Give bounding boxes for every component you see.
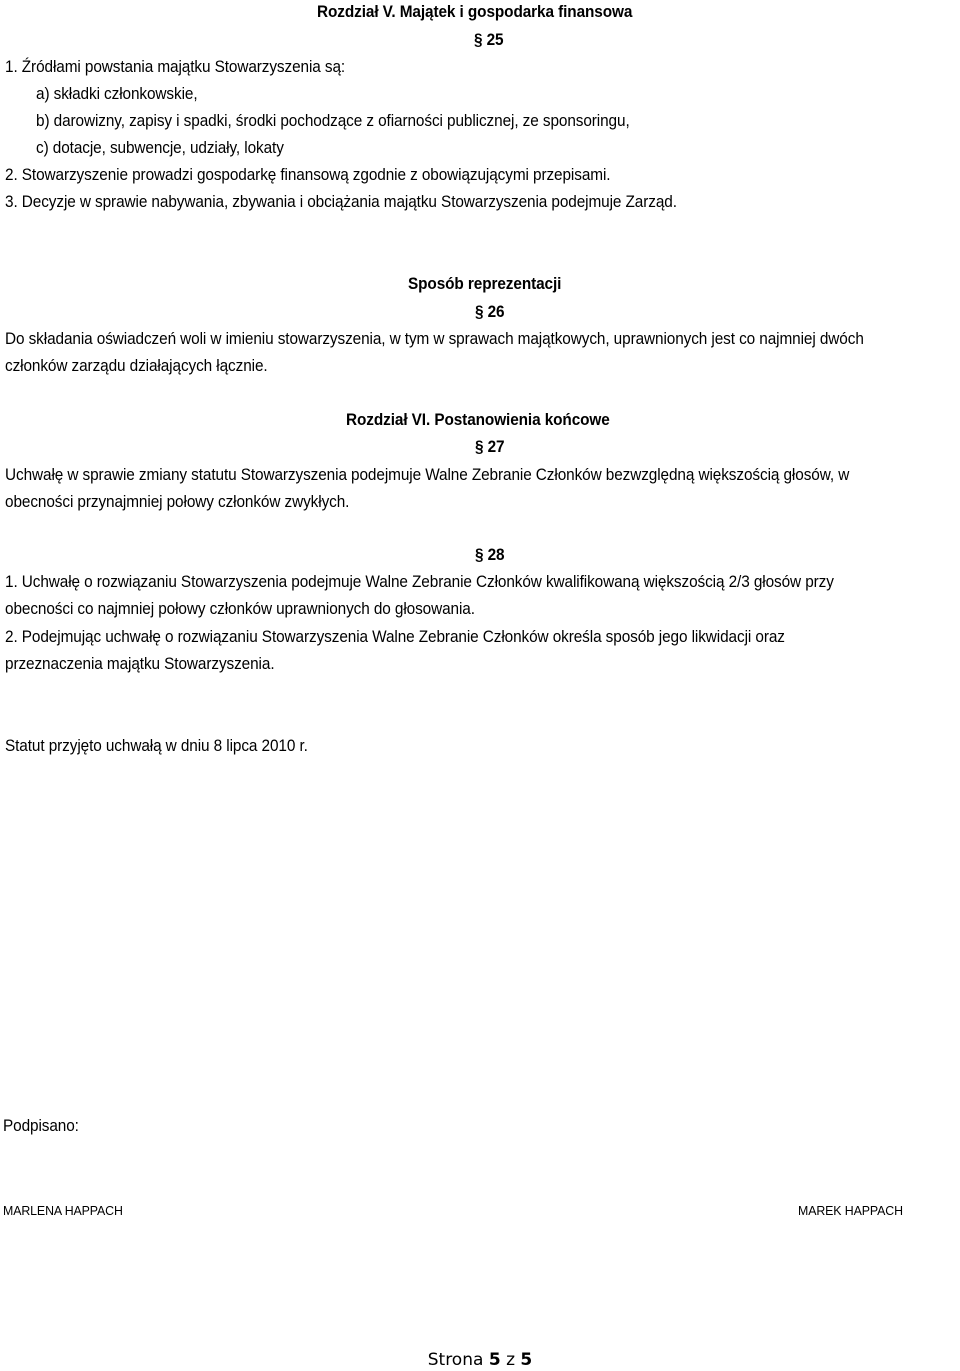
chapter5-paragraph-1: 1. Źródłami powstania majątku Stowarzyszenia są: [5,58,346,76]
footer-prefix: Strona [427,1350,484,1370]
representation-title: Sposób reprezentacji [408,275,562,293]
chapter5-paragraph-2: 2. Stowarzyszenie prowadzi gospodarkę finansową zgodnie z obowiązującymi przepisami. [5,166,611,184]
list-item-c: c) dotacje, subwencje, udziały, lokaty [36,139,284,157]
chapter5-paragraph-3: 3. Decyzje w sprawie nabywania, zbywania i obciążania majątku Stowarzyszenia podejmuje Zarząd. [5,193,677,211]
footer-total-pages: 5 [520,1350,533,1370]
section-25-heading: § 25 [474,31,504,49]
section-27-text-line-2: obecności przynajmniej połowy członków zwykłych. [5,493,350,511]
signatory-1: MARLENA HAPPACH [3,1203,123,1218]
section-26-heading: § 26 [475,303,505,321]
section-28-paragraph-2-line-2: przeznaczenia majątku Stowarzyszenia. [5,655,275,673]
list-item-b: b) darowizny, zapisy i spadki, środki pochodzące z ofiarności publicznej, ze sponsoringu, [36,112,630,130]
chapter5-title: Rozdział V. Majątek i gospodarka finansowa [317,3,633,21]
chapter6-title: Rozdział VI. Postanowienia końcowe [346,411,610,429]
section-27-heading: § 27 [475,438,505,456]
signed-label: Podpisano: [3,1117,79,1135]
section-27-text-line-1: Uchwałę w sprawie zmiany statutu Stowarzyszenia podejmuje Walne Zebranie Członków bezwzględną większością głosów, w [5,466,850,484]
footer-of: z [506,1350,515,1370]
section-28-heading: § 28 [475,546,505,564]
section-26-text-line-2: członków zarządu działających łącznie. [5,357,268,375]
adoption-statement: Statut przyjęto uchwałą w dniu 8 lipca 2010 r. [5,737,308,755]
section-28-paragraph-1-line-2: obecności co najmniej połowy członków uprawnionych do głosowania. [5,600,475,618]
section-28-paragraph-2-line-1: 2. Podejmując uchwałę o rozwiązaniu Stowarzyszenia Walne Zebranie Członków określa sposób jego likwidacji oraz [5,628,785,646]
list-item-a: a) składki członkowskie, [36,85,198,103]
footer-page-number: 5 [488,1350,501,1370]
section-26-text-line-1: Do składania oświadczeń woli w imieniu stowarzyszenia, w tym w sprawach majątkowych, uprawnionych jest co najmniej dwóch [5,330,864,348]
signatory-2: MAREK HAPPACH [798,1203,903,1218]
section-28-paragraph-1-line-1: 1. Uchwałę o rozwiązaniu Stowarzyszenia podejmuje Walne Zebranie Członków kwalifikowaną większością 2/3 głosów przy [5,573,834,591]
page-footer [0,1349,960,1371]
